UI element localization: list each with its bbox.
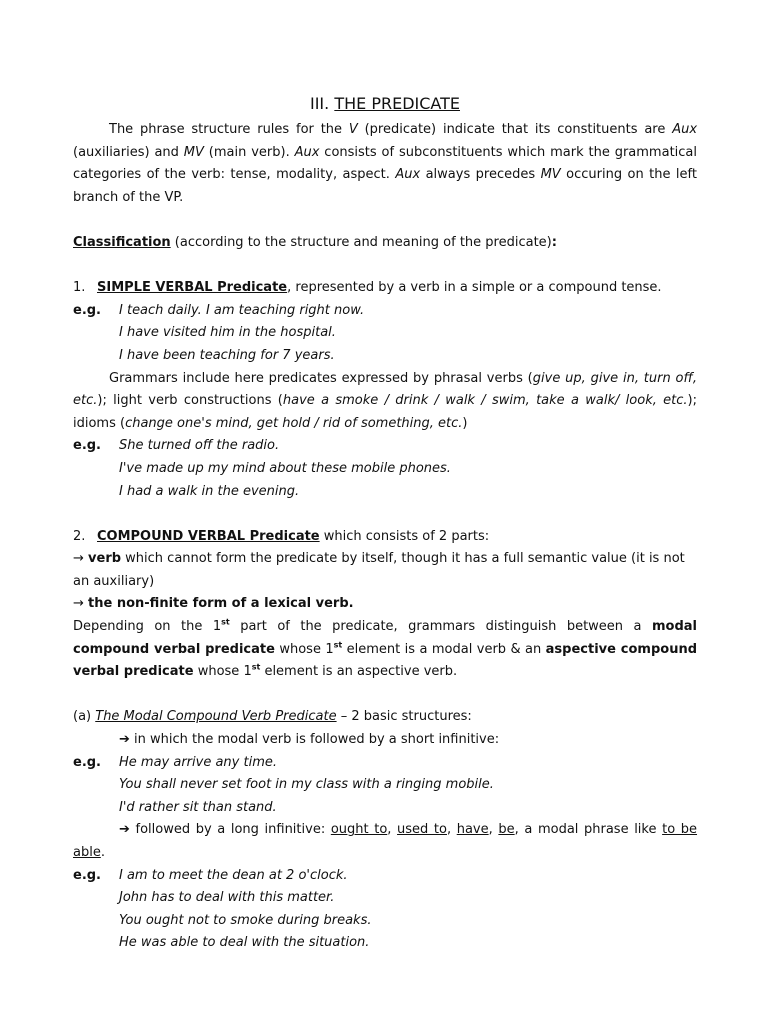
modal-structure-long: ➔ followed by a long infinitive: ought to, used to, have, be, a modal phrase like to be able. [73,822,698,860]
depending-paragraph: Depending on the 1st part of the predicate, grammars distinguish between a modal compound verbal predicate whose 1st element is a modal verb & an aspective compound verbal predicate whose 1st element is an aspective verb. [73,617,698,680]
example-row: I've made up my mind about these mobile phones. [119,460,451,476]
example-row: e.g. I teach daily. I am teaching right now. [73,302,365,318]
example-row: e.g. She turned off the radio. [73,438,280,454]
title-roman: III. [309,94,330,113]
arrow-icon: ➔ [119,732,130,748]
phrasal-paragraph: Grammars include here predicates expressed by phrasal verbs (give up, give in, turn off, etc.); light verb constructions (have a smoke / drink / walk / swim, take a walk/ look, etc.); idioms (change one's mind, get hold / rid of something, etc.) [73,370,698,431]
intro-paragraph: The phrase structure rules for the V (predicate) indicate that its constituents are Aux (auxiliaries) and MV (main verb). Aux consists of subconstituents which mark the grammatical categories of the verb: tense, modality, aspect. Aux always precedes MV occuring on the left branch of the VP. [73,122,698,205]
compound-part-verb: → verb which cannot form the predicate by itself, though it has a full semantic value (it is not an auxiliary) [73,551,685,589]
example-row: I have been teaching for 7 years. [119,347,335,363]
example-row: e.g. He may arrive any time. [73,754,277,770]
arrow-icon: → [73,596,89,612]
compound-heading: 2. COMPOUND VERBAL Predicate which consists of 2 parts: [73,528,490,544]
example-row: I had a walk in the evening. [119,483,300,499]
simple-heading: 1. SIMPLE VERBAL Predicate, represented by a verb in a simple or a compound tense. [73,280,662,296]
document-page [73,94,697,955]
example-row: He was able to deal with the situation. [119,935,370,951]
arrow-icon: → [73,551,89,567]
classification-heading: Classification (according to the structure and meaning of the predicate): [73,234,557,250]
page-title [73,94,697,114]
example-row: You shall never set foot in my class with a ringing mobile. [119,777,494,793]
example-row: You ought not to smoke during breaks. [119,912,372,928]
example-row: I have visited him in the hospital. [119,325,336,341]
compound-part-nonfinite: → the non-finite form of a lexical verb. [73,596,354,612]
modal-structure-short: ➔ in which the modal verb is followed by a short infinitive: [119,732,500,748]
example-row: I'd rather sit than stand. [119,799,277,815]
title-text: THE PREDICATE [334,94,460,113]
arrow-icon: ➔ [119,822,130,838]
example-row: John has to deal with this matter. [119,890,335,906]
example-row: e.g. I am to meet the dean at 2 o'clock. [73,867,348,883]
modal-heading: (a) The Modal Compound Verb Predicate – 2 basic structures: [73,709,472,725]
